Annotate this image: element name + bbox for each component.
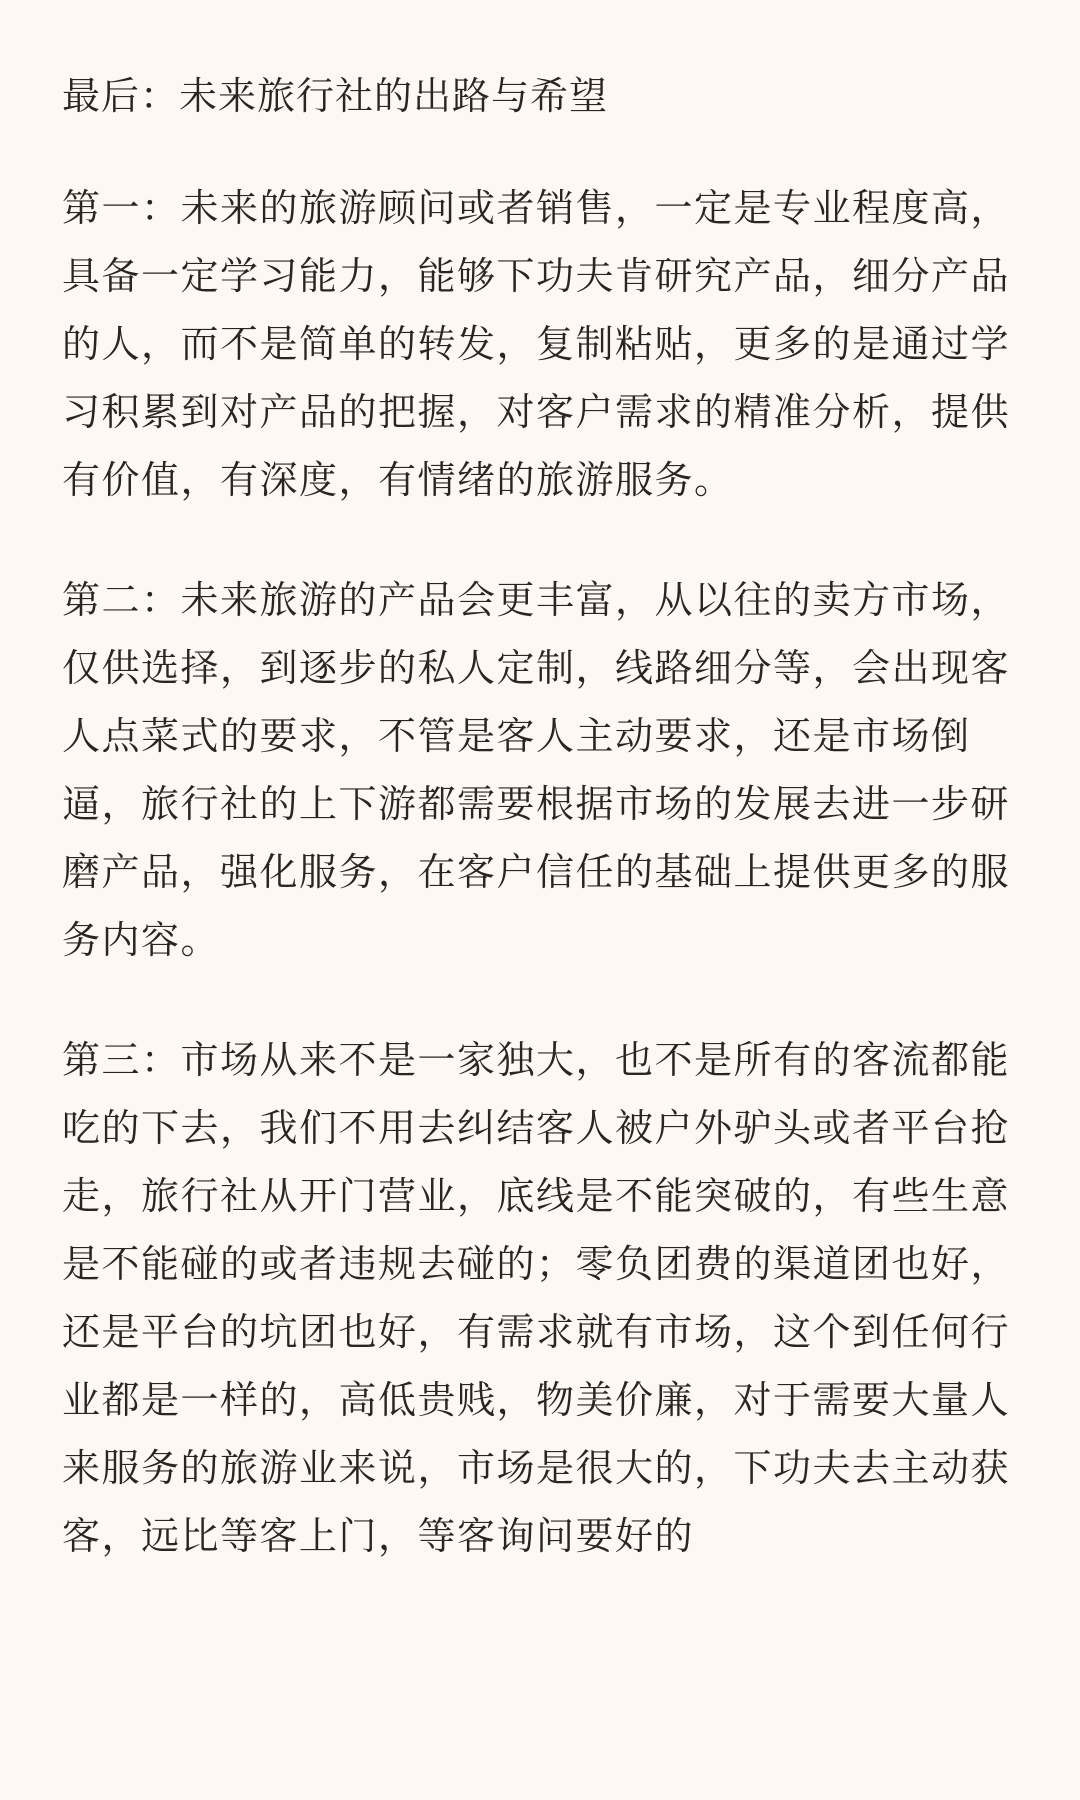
paragraph-3: 第三：市场从来不是一家独大，也不是所有的客流都能吃的下去，我们不用去纠结客人被户外驴头或者平台抢走，旅行社从开门营业，底线是不能突破的，有些生意是不能碰的或者违规去碰的；零负团费的渠道团也好，还是平台的坑团也好，有需求就有市场，这个到任何行业都是一样的，高低贵贱，物美价廉，对于需要大量人来服务的旅游业来说，市场是很大的，下功夫去主动获客，远比等客上门，等客询问要好的 [62,1038,1011,1558]
paragraph-2: 第二：未来旅游的产品会更丰富，从以往的卖方市场，仅供选择，到逐步的私人定制，线路细分等，会出现客人点菜式的要求，不管是客人主动要求，还是市场倒逼，旅行社的上下游都需要根据市场的发展去进一步研磨产品，强化服务，在客户信任的基础上提供更多的服务内容。 [62,578,1011,962]
paragraph-1: 第一：未来的旅游顾问或者销售，一定是专业程度高，具备一定学习能力，能够下功夫肯研究产品，细分产品的人，而不是简单的转发，复制粘贴，更多的是通过学习积累到对产品的把握，对客户需求的精准分析，提供有价值，有深度，有情绪的旅游服务。 [62,186,1011,502]
article-title: 最后：未来旅行社的出路与希望 [62,74,609,118]
